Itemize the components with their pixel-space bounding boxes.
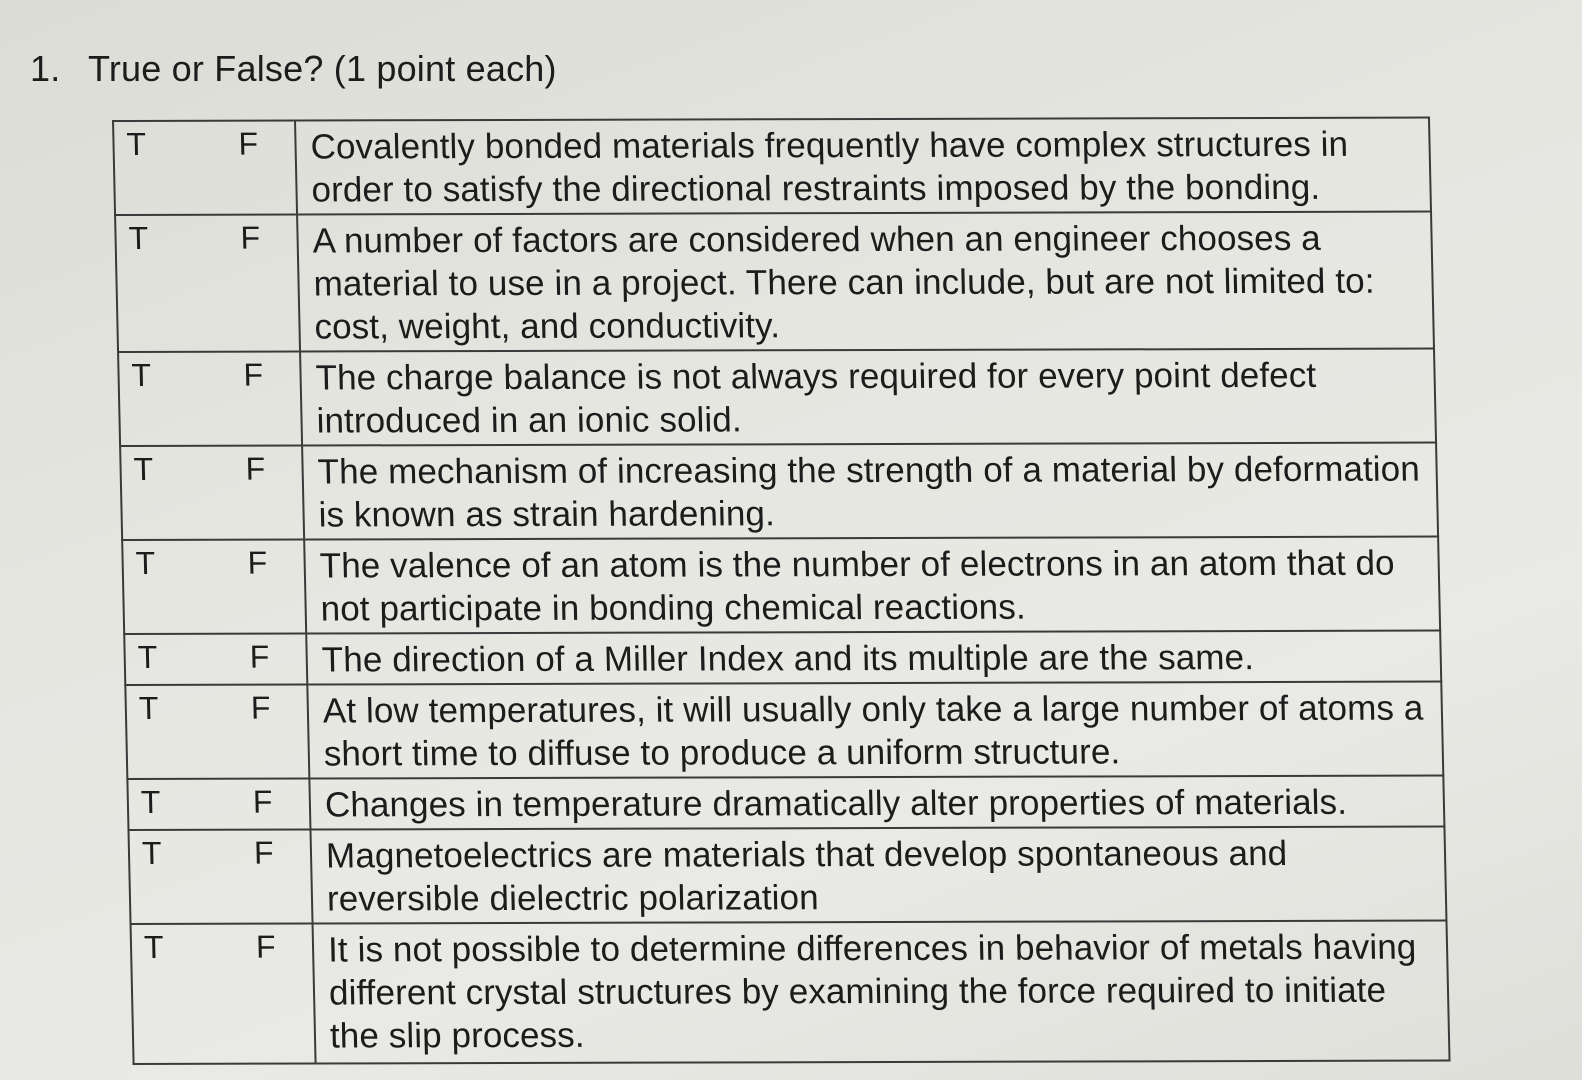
statement-text: The direction of a Miller Index and its multiple are the same. — [306, 631, 1441, 685]
tf-options — [115, 215, 300, 352]
table-row — [122, 537, 1440, 634]
table-row — [113, 118, 1431, 215]
table-row — [127, 776, 1444, 830]
tf-options — [122, 540, 306, 634]
statement-text: The valence of an atom is the number of electrons in an atom that do not participate in bonding chemical reactions. — [304, 537, 1440, 634]
true-option[interactable]: T — [137, 638, 158, 675]
table-row — [120, 443, 1438, 540]
table-row — [115, 212, 1434, 352]
table-row — [118, 349, 1436, 446]
true-option[interactable]: T — [143, 928, 164, 965]
table-row — [124, 631, 1441, 685]
false-option[interactable]: F — [245, 450, 266, 487]
tf-options — [120, 446, 304, 540]
question-number: 1. — [30, 48, 61, 89]
statement-text: Magnetoelectrics are materials that develop spontaneous and reversible dielectric polarization — [310, 827, 1446, 924]
true-option[interactable]: T — [138, 689, 159, 726]
tf-options — [113, 121, 297, 215]
statement-text: The charge balance is not always required for every point defect introduced in an ionic solid. — [300, 349, 1436, 446]
statement-text: The mechanism of increasing the strength of a material by deformation is known as strain hardening. — [302, 443, 1438, 540]
false-option[interactable]: F — [243, 356, 264, 393]
table-row — [128, 827, 1446, 924]
false-option[interactable]: F — [247, 544, 268, 581]
true-option[interactable]: T — [133, 450, 154, 487]
tf-options — [125, 685, 309, 779]
tf-options — [124, 634, 307, 685]
tf-options — [127, 779, 310, 830]
false-option[interactable]: F — [255, 928, 276, 965]
true-false-table — [112, 117, 1451, 1065]
statement-text: Changes in temperature dramatically alter properties of materials. — [309, 776, 1444, 830]
true-option[interactable]: T — [126, 125, 147, 162]
true-option[interactable]: T — [141, 834, 162, 871]
false-option[interactable]: F — [250, 689, 271, 726]
question-title: True or False? (1 point each) — [88, 48, 557, 89]
true-option[interactable]: T — [131, 356, 152, 393]
tf-options — [128, 830, 312, 924]
false-option[interactable]: F — [238, 125, 259, 162]
table-row — [131, 921, 1450, 1064]
statement-text: At low temperatures, it will usually only take a large number of atoms a short time to diffuse to produce a uniform structure. — [307, 682, 1443, 779]
false-option[interactable]: F — [249, 638, 270, 675]
table-row — [125, 682, 1443, 779]
tf-options — [131, 924, 316, 1064]
statement-text: It is not possible to determine differences in behavior of metals having different crystal structures by examining the force required to initiate the slip process. — [313, 921, 1450, 1064]
true-option[interactable]: T — [135, 544, 156, 581]
false-option[interactable]: F — [253, 834, 274, 871]
true-option[interactable]: T — [140, 783, 161, 820]
tf-options — [118, 352, 302, 446]
question-heading — [30, 48, 557, 90]
statement-text: Covalently bonded materials frequently have complex structures in order to satisfy the directional restraints imposed by the bonding. — [295, 118, 1431, 215]
statement-text: A number of factors are considered when an engineer chooses a material to use in a project. There can include, but are not limited to: cost, weight, and conductivity. — [297, 212, 1434, 352]
true-option[interactable]: T — [128, 219, 149, 256]
false-option[interactable]: F — [252, 783, 273, 820]
false-option[interactable]: F — [240, 219, 261, 256]
